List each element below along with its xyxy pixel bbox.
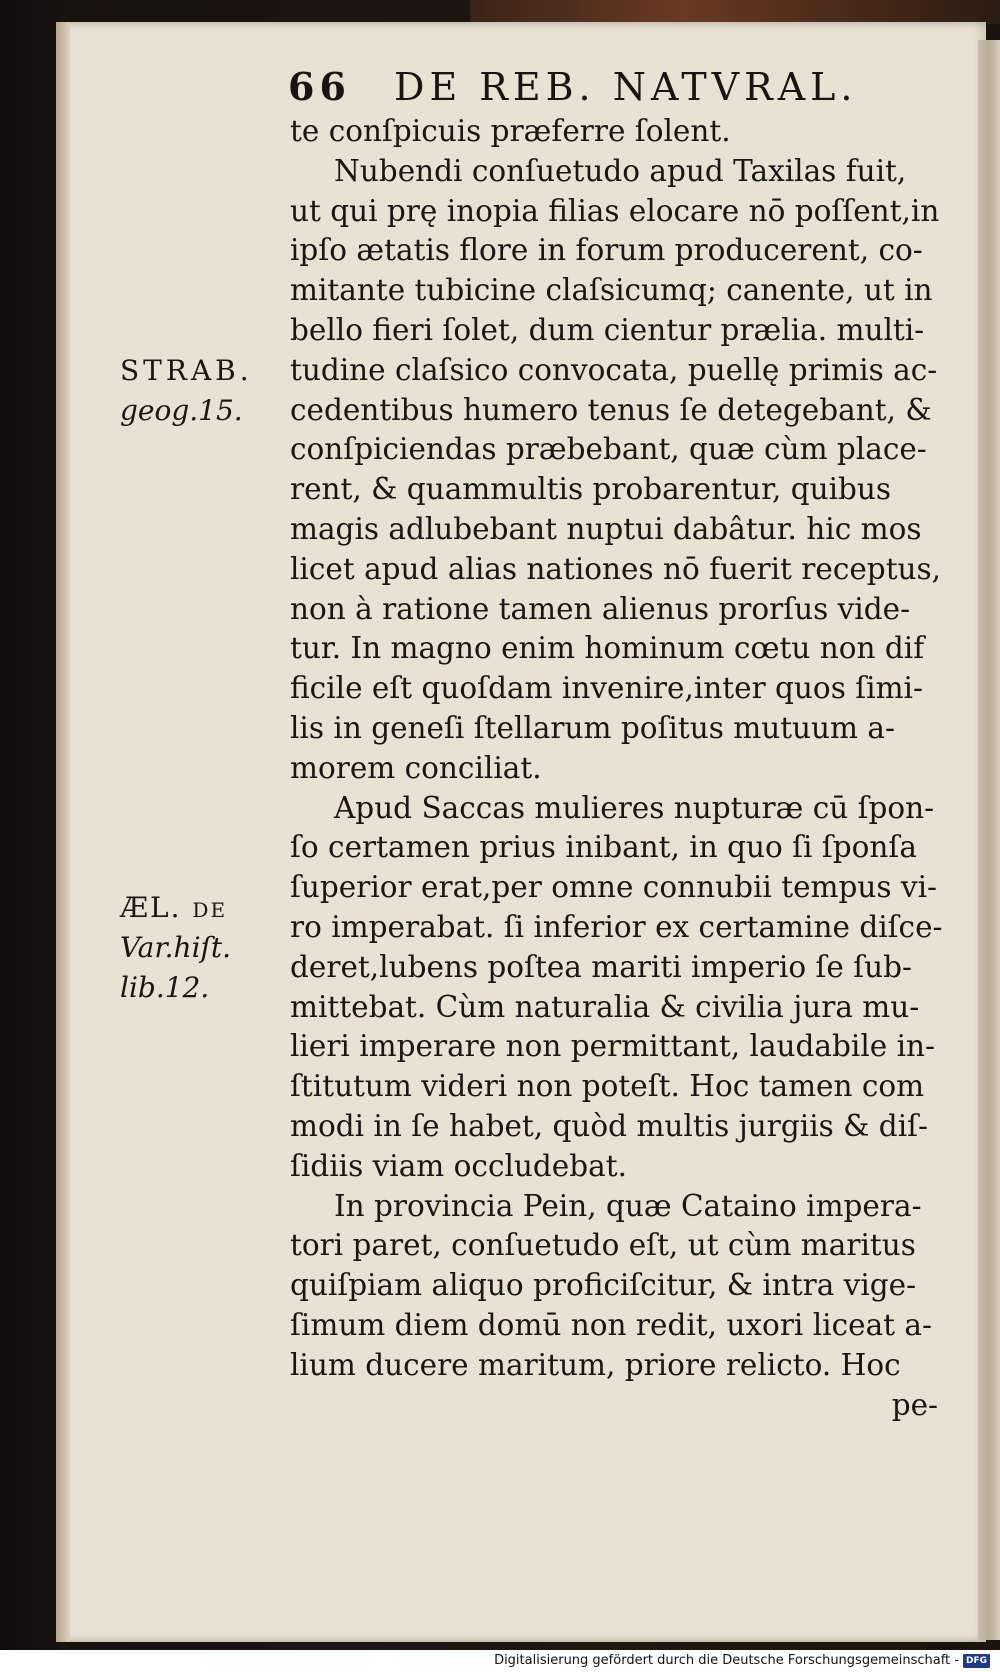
text-line: magis adlubebant nuptui dabâtur. hic mos xyxy=(290,511,922,546)
text-line: ſidiis viam occludebat. xyxy=(290,1148,627,1183)
margin-note-line: lib.12. xyxy=(120,971,210,1004)
text-line: lieri imperare non permittant, laudabile in- xyxy=(290,1029,935,1064)
text-line: conſpiciendas præbebant, quæ cùm place- xyxy=(290,432,927,467)
paragraph-first-line: In provincia Pein, quæ Cataino impera- xyxy=(334,1188,922,1223)
paragraph-first-line: Apud Saccas mulieres nupturæ cū ſpon- xyxy=(334,790,935,825)
text-line: cedentibus humero tenus ſe detegebant, & xyxy=(290,392,932,427)
catchword: pe- xyxy=(891,1387,938,1422)
text-line: lium ducere maritum, priore relicto. Hoc xyxy=(290,1347,901,1382)
dfg-logo-icon: DFG xyxy=(963,1654,990,1668)
margin-note-aelian xyxy=(120,888,280,1008)
text-line: lis in geneſi ſtellarum poſitus mutuum a- xyxy=(290,710,895,745)
margin-note-line: geog.15. xyxy=(120,394,243,427)
text-line: quiſpiam aliquo proficiſcitur, & intra vige- xyxy=(290,1268,917,1303)
text-line: ſimum diem domū non redit, uxori liceat a- xyxy=(290,1307,932,1342)
text-line: ro imperabat. ſi inferior ex certamine diſce- xyxy=(290,909,943,944)
text-line: non à ratione tamen alienus prorſus vide- xyxy=(290,591,911,626)
text-line: ſuperior erat,per omne connubii tempus vi- xyxy=(290,870,937,905)
text-line: te conſpicuis præferre ſolent. xyxy=(290,114,731,148)
text-line: ficile eſt quoſdam invenire,inter quos ſimi- xyxy=(290,671,923,706)
text-line: bello fieri ſolet, dum cientur prælia. multi- xyxy=(290,312,925,347)
text-line: ſtitutum videri non poteſt. Hoc tamen com xyxy=(290,1069,925,1104)
text-line: ſo certamen prius inibant, in quo ſi ſponſa xyxy=(290,830,917,865)
text-line: tori paret, conſuetudo eſt, ut cùm maritus xyxy=(290,1228,916,1263)
margin-note-line: Var.hiſt. xyxy=(120,931,232,964)
digitization-credit xyxy=(494,1651,990,1671)
text-line: ut qui prę inopia filias elocare nō poſſent,in xyxy=(290,193,940,228)
text-line: ipſo ætatis flore in forum producerent, co- xyxy=(290,233,923,268)
text-line: morem conciliat. xyxy=(290,750,542,785)
text-line: rent, & quammultis probarentur, quibus xyxy=(290,472,892,507)
text-line: modi in ſe habet, quòd multis jurgiis & diſ- xyxy=(290,1108,929,1143)
page-gutter xyxy=(56,22,70,1642)
text-line: tur. In magno enim hominum cœtu non dif xyxy=(290,631,925,666)
margin-note-strabo xyxy=(120,351,280,431)
book-cover-edge xyxy=(470,0,1000,24)
text-line: mittebat. Cùm naturalia & civilia jura mu- xyxy=(290,989,920,1024)
running-title: DE REB. NATVRAL. xyxy=(393,65,858,109)
paragraph-first-line: Nubendi conſuetudo apud Taxilas fuit, xyxy=(334,153,907,188)
text-line: deret,lubens poſtea mariti imperio ſe ſub- xyxy=(290,949,912,984)
credit-text: Digitalisierung gefördert durch die Deutsche Forschungsgemeinschaft - xyxy=(494,1653,959,1668)
text-line: tudine claſsico convocata, puellę primis ac- xyxy=(290,352,938,387)
margin-note-line: ÆL. de xyxy=(120,891,228,924)
margin-note-line: STRAB. xyxy=(120,354,253,387)
body-text xyxy=(290,112,978,1425)
text-line: mitante tubicine claſsicumq; canente, ut in xyxy=(290,273,933,308)
page-fore-edge xyxy=(978,40,1000,1640)
text-line: licet apud alias nationes nō fuerit receptus, xyxy=(290,551,942,586)
page-number: 66 xyxy=(288,64,351,109)
